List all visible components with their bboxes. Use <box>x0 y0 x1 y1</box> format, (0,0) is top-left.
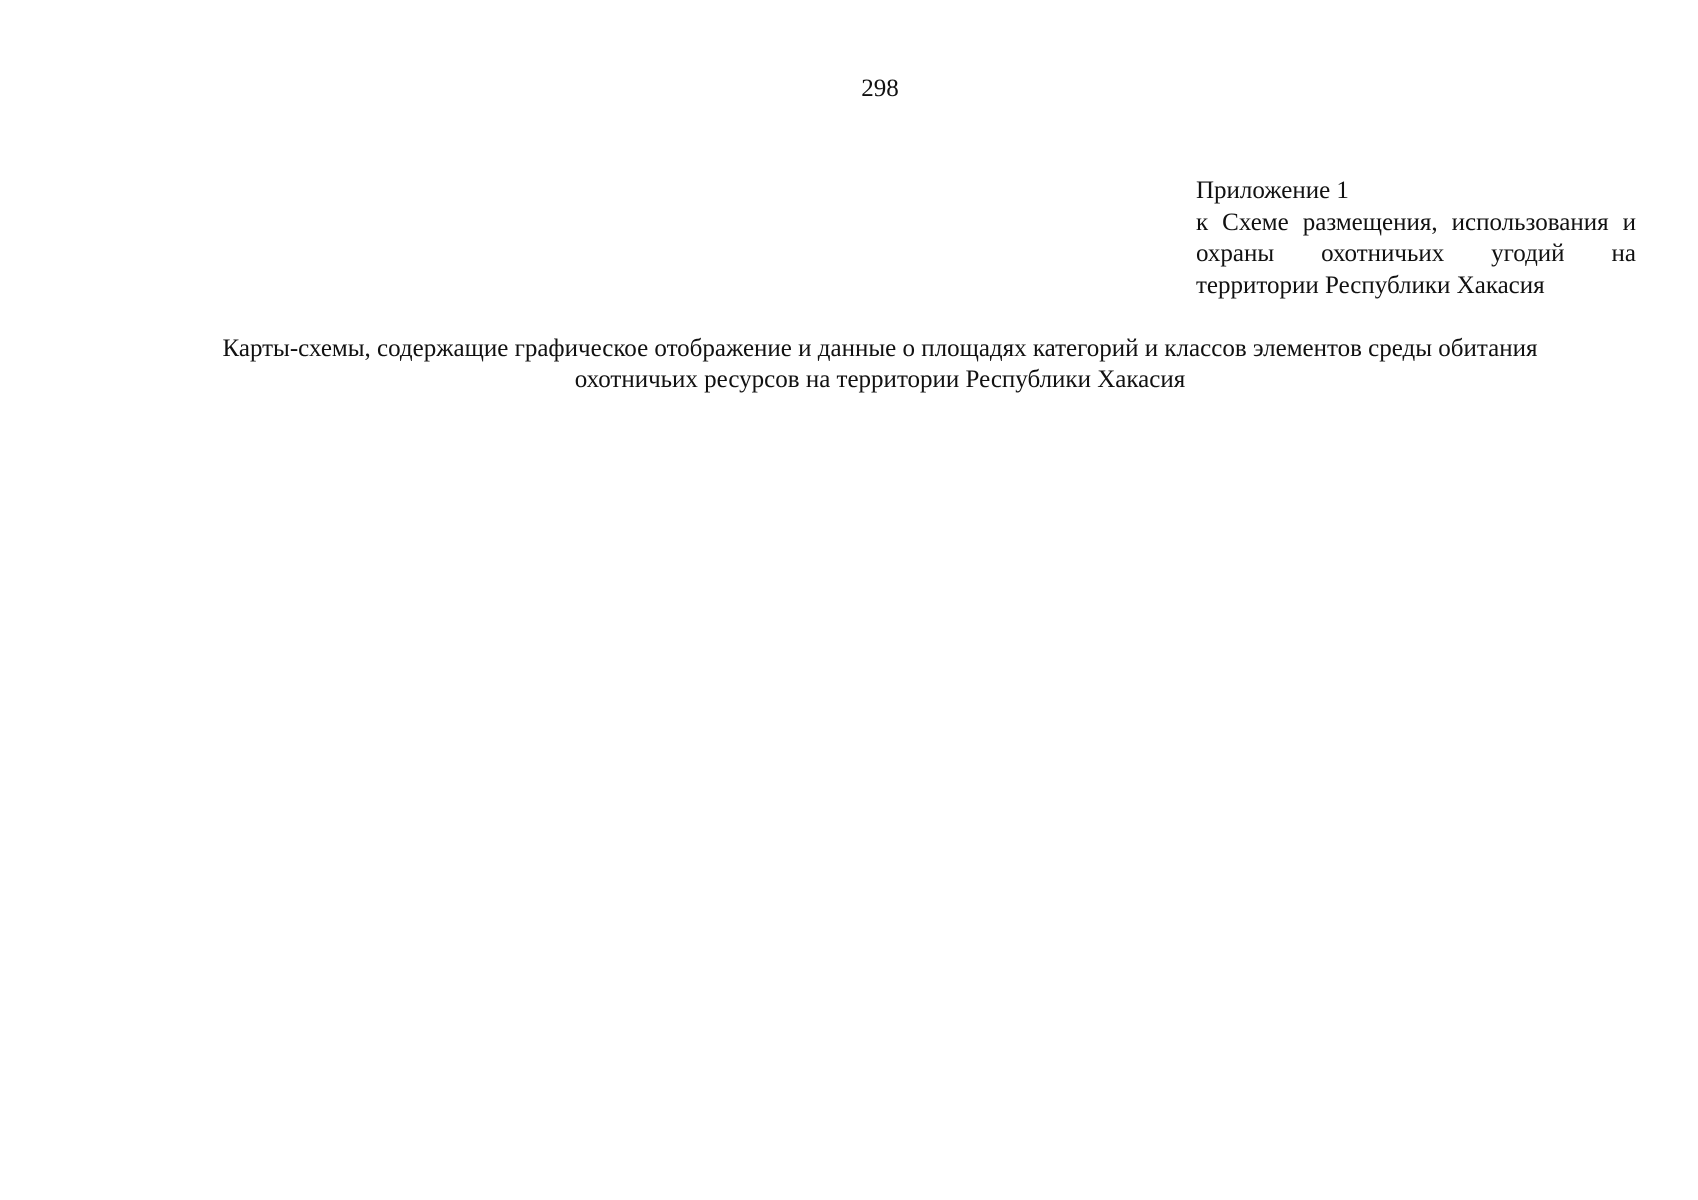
document-heading-line-2: охотничьих ресурсов на территории Республики Хакасия <box>574 366 1186 393</box>
document-heading <box>100 333 1660 395</box>
document-heading-line-1: Карты-схемы, содержащие графическое отображение и данные о площадях категорий и классов элементов среды обитания <box>222 335 1538 362</box>
appendix-title: Приложение 1 <box>1196 177 1349 204</box>
appendix-caption: к Схеме размещения, использования и охраны охотничьих угодий на территории Республики Хакасия <box>1196 208 1636 299</box>
page-number: 298 <box>861 75 899 102</box>
appendix-block <box>1196 175 1636 301</box>
